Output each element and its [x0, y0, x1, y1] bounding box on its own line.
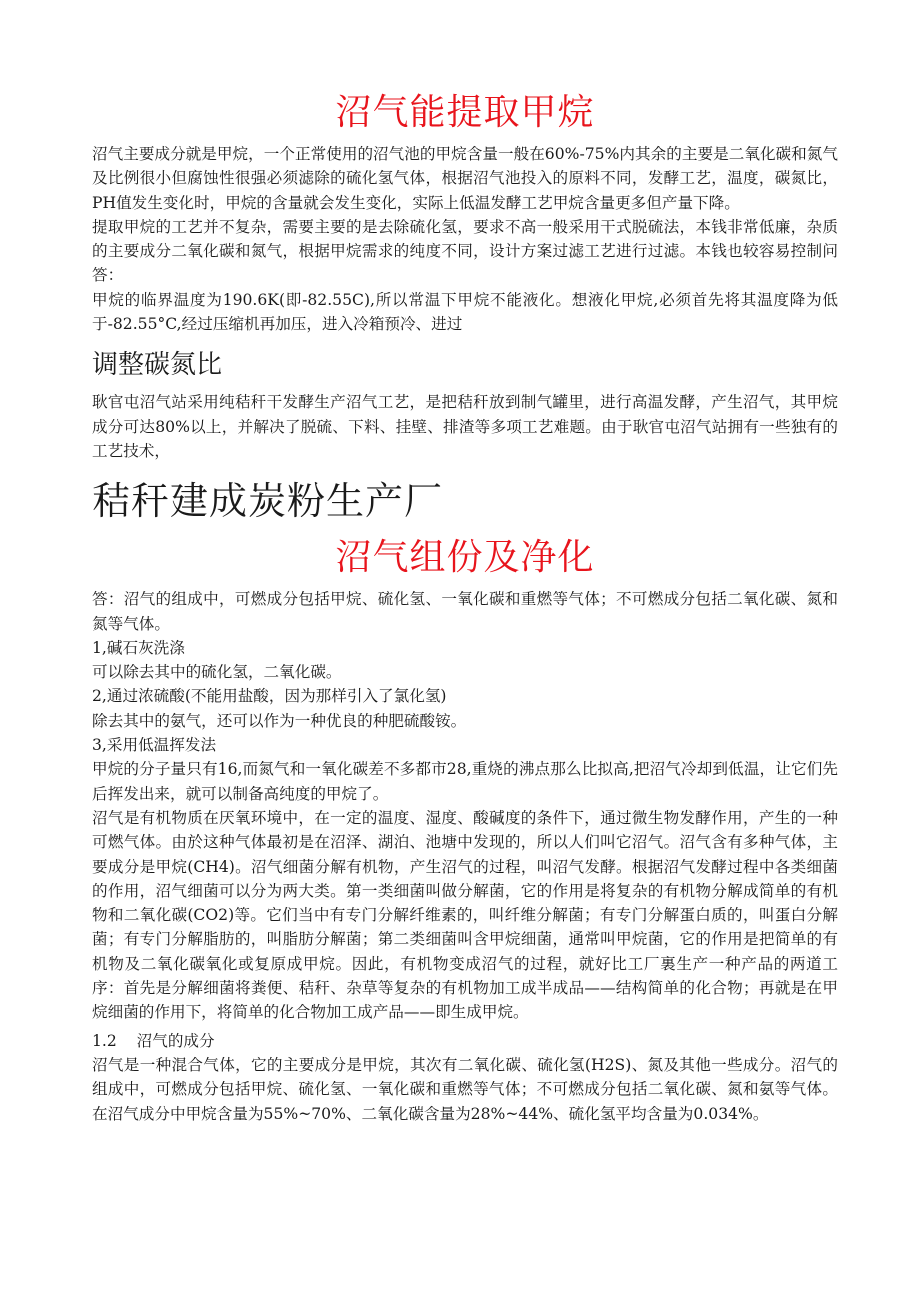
doc-title-methane-extraction: 沼气能提取甲烷	[335, 92, 595, 133]
paragraph-extraction-process: 提取甲烷的工艺并不复杂，需要主要的是去除硫化氢，要求不高一般采用干式脱硫法，本钱非常低廉，杂质的主要成分二氧化碳和氮气，根据甲烷需求的纯度不同，设计方案过滤工艺进行过滤。本钱也较容易控制问答：	[92, 217, 838, 285]
paragraph-methane-content: 沼气主要成分就是甲烷，一个正常使用的沼气池的甲烷含量一般在60%-75%内其余的主要是二氧化碳和氮气及比例很小但腐蚀性很强必须滤除的硫化氢气体，根据沼气池投入的原料不同，发酵工艺，温度，碳氮比，PH值发生变化时，甲烷的含量就会发生变化，实际上低温发酵工艺甲烷含量更多但产量下降。	[92, 145, 838, 212]
document-page	[92, 84, 838, 1126]
paragraph-straw-fermentation: 耿官屯沼气站采用纯秸秆干发酵生产沼气工艺，是把秸秆放到制气罐里，进行高温发酵，产生沼气，其甲烷成分可达80%以上，并解决了脱硫、下料、挂壁、排渣等多项工艺难题。由于耿官屯沼气站拥有一些独有的工艺技术，	[92, 393, 838, 460]
heading-carbon-nitrogen-ratio: 调整碳氮比	[92, 350, 223, 381]
paragraph-biogas-composition: 答：沼气的组成中，可燃成分包括甲烷、硫化氢、一氧化碳和重燃等气体；不可燃成分包括二氧化碳、氮和氮等气体。	[92, 590, 838, 633]
list-item-sulfuric-acid: 2,通过浓硫酸(不能用盐酸，因为那样引入了氯化氢)	[92, 687, 447, 706]
doc-title-biogas-purification: 沼气组份及净化	[335, 537, 595, 579]
paragraph-remove-ammonia: 除去其中的氨气，还可以作为一种优良的种肥硫酸铵。	[92, 711, 467, 730]
paragraph-molecular-weight: 甲烷的分子量只有16,而氮气和一氧化碳差不多都市28,重烧的沸点那么比拟高,把沼气冷却到低温，让它们先后挥发出来，就可以制备高纯度的甲烷了。	[92, 760, 838, 803]
paragraph-remove-h2s: 可以除去其中的硫化氢，二氧化碳。	[92, 663, 342, 682]
paragraph-biogas-formation: 沼气是有机物质在厌氧环境中，在一定的温度、湿度、酸碱度的条件下，通过微生物发酵作用，产生的一种可燃气体。由於这种气体最初是在沼泽、湖泊、池塘中发现的，所以人们叫它沼气。沼气含有多种气体，主要成分是甲烷(CH4)。沼气细菌分解有机物，产生沼气的过程，叫沼气发酵。根据沼气发酵过程中各类细菌的作用，沼气细菌可以分为两大类。第一类细菌叫做分解菌，它的作用是将复杂的有机物分解成简单的有机物和二氧化碳(CO2)等。它们当中有专门分解纤维素的，叫纤维分解菌；有专门分解蛋白质的，叫蛋白分解菌；有专门分解脂肪的，叫脂肪分解菌；第二类细菌叫含甲烷细菌，通常叫甲烷菌，它的作用是把简单的有机物及二氧化碳氧化或复原成甲烷。因此，有机物变成沼气的过程，就好比工厂裏生产一种产品的两道工序：首先是分解细菌将粪便、秸秆、杂草等复杂的有机物加工成半成品——结构简单的化合物；再就是在甲烷细菌的作用下，将简单的化合物加工成产品——即生成甲烷。	[92, 808, 838, 1022]
list-item-low-temp-volatilization: 3,采用低温挥发法	[92, 736, 217, 755]
paragraph-biogas-mixture: 沼气是一种混合气体，它的主要成分是甲烷，其次有二氧化碳、硫化氢(H2S)、氮及其他一些成分。沼气的组成中，可燃成分包括甲烷、硫化氢、一氧化碳和重燃等气体；不可燃成分包括二氧化碳、氮和氨等气体。在沼气成分中甲烷含量为55%~70%、二氧化碳含量为28%~44%、硫化氢平均含量为0.034%。	[92, 1055, 838, 1123]
paragraph-critical-temperature: 甲烷的临界温度为190.6K(即-82.55C),所以常温下甲烷不能液化。想液化甲烷,必须首先将其温度降为低于-82.55°C,经过压缩机再加压，进入冷箱预冷、进过	[92, 290, 838, 334]
section-heading-biogas-components: 1.2 沼气的成分	[92, 1031, 215, 1050]
heading-charcoal-factory: 秸秆建成炭粉生产厂	[92, 479, 444, 524]
list-item-soda-lime: 1,碱石灰洗涤	[92, 638, 185, 657]
